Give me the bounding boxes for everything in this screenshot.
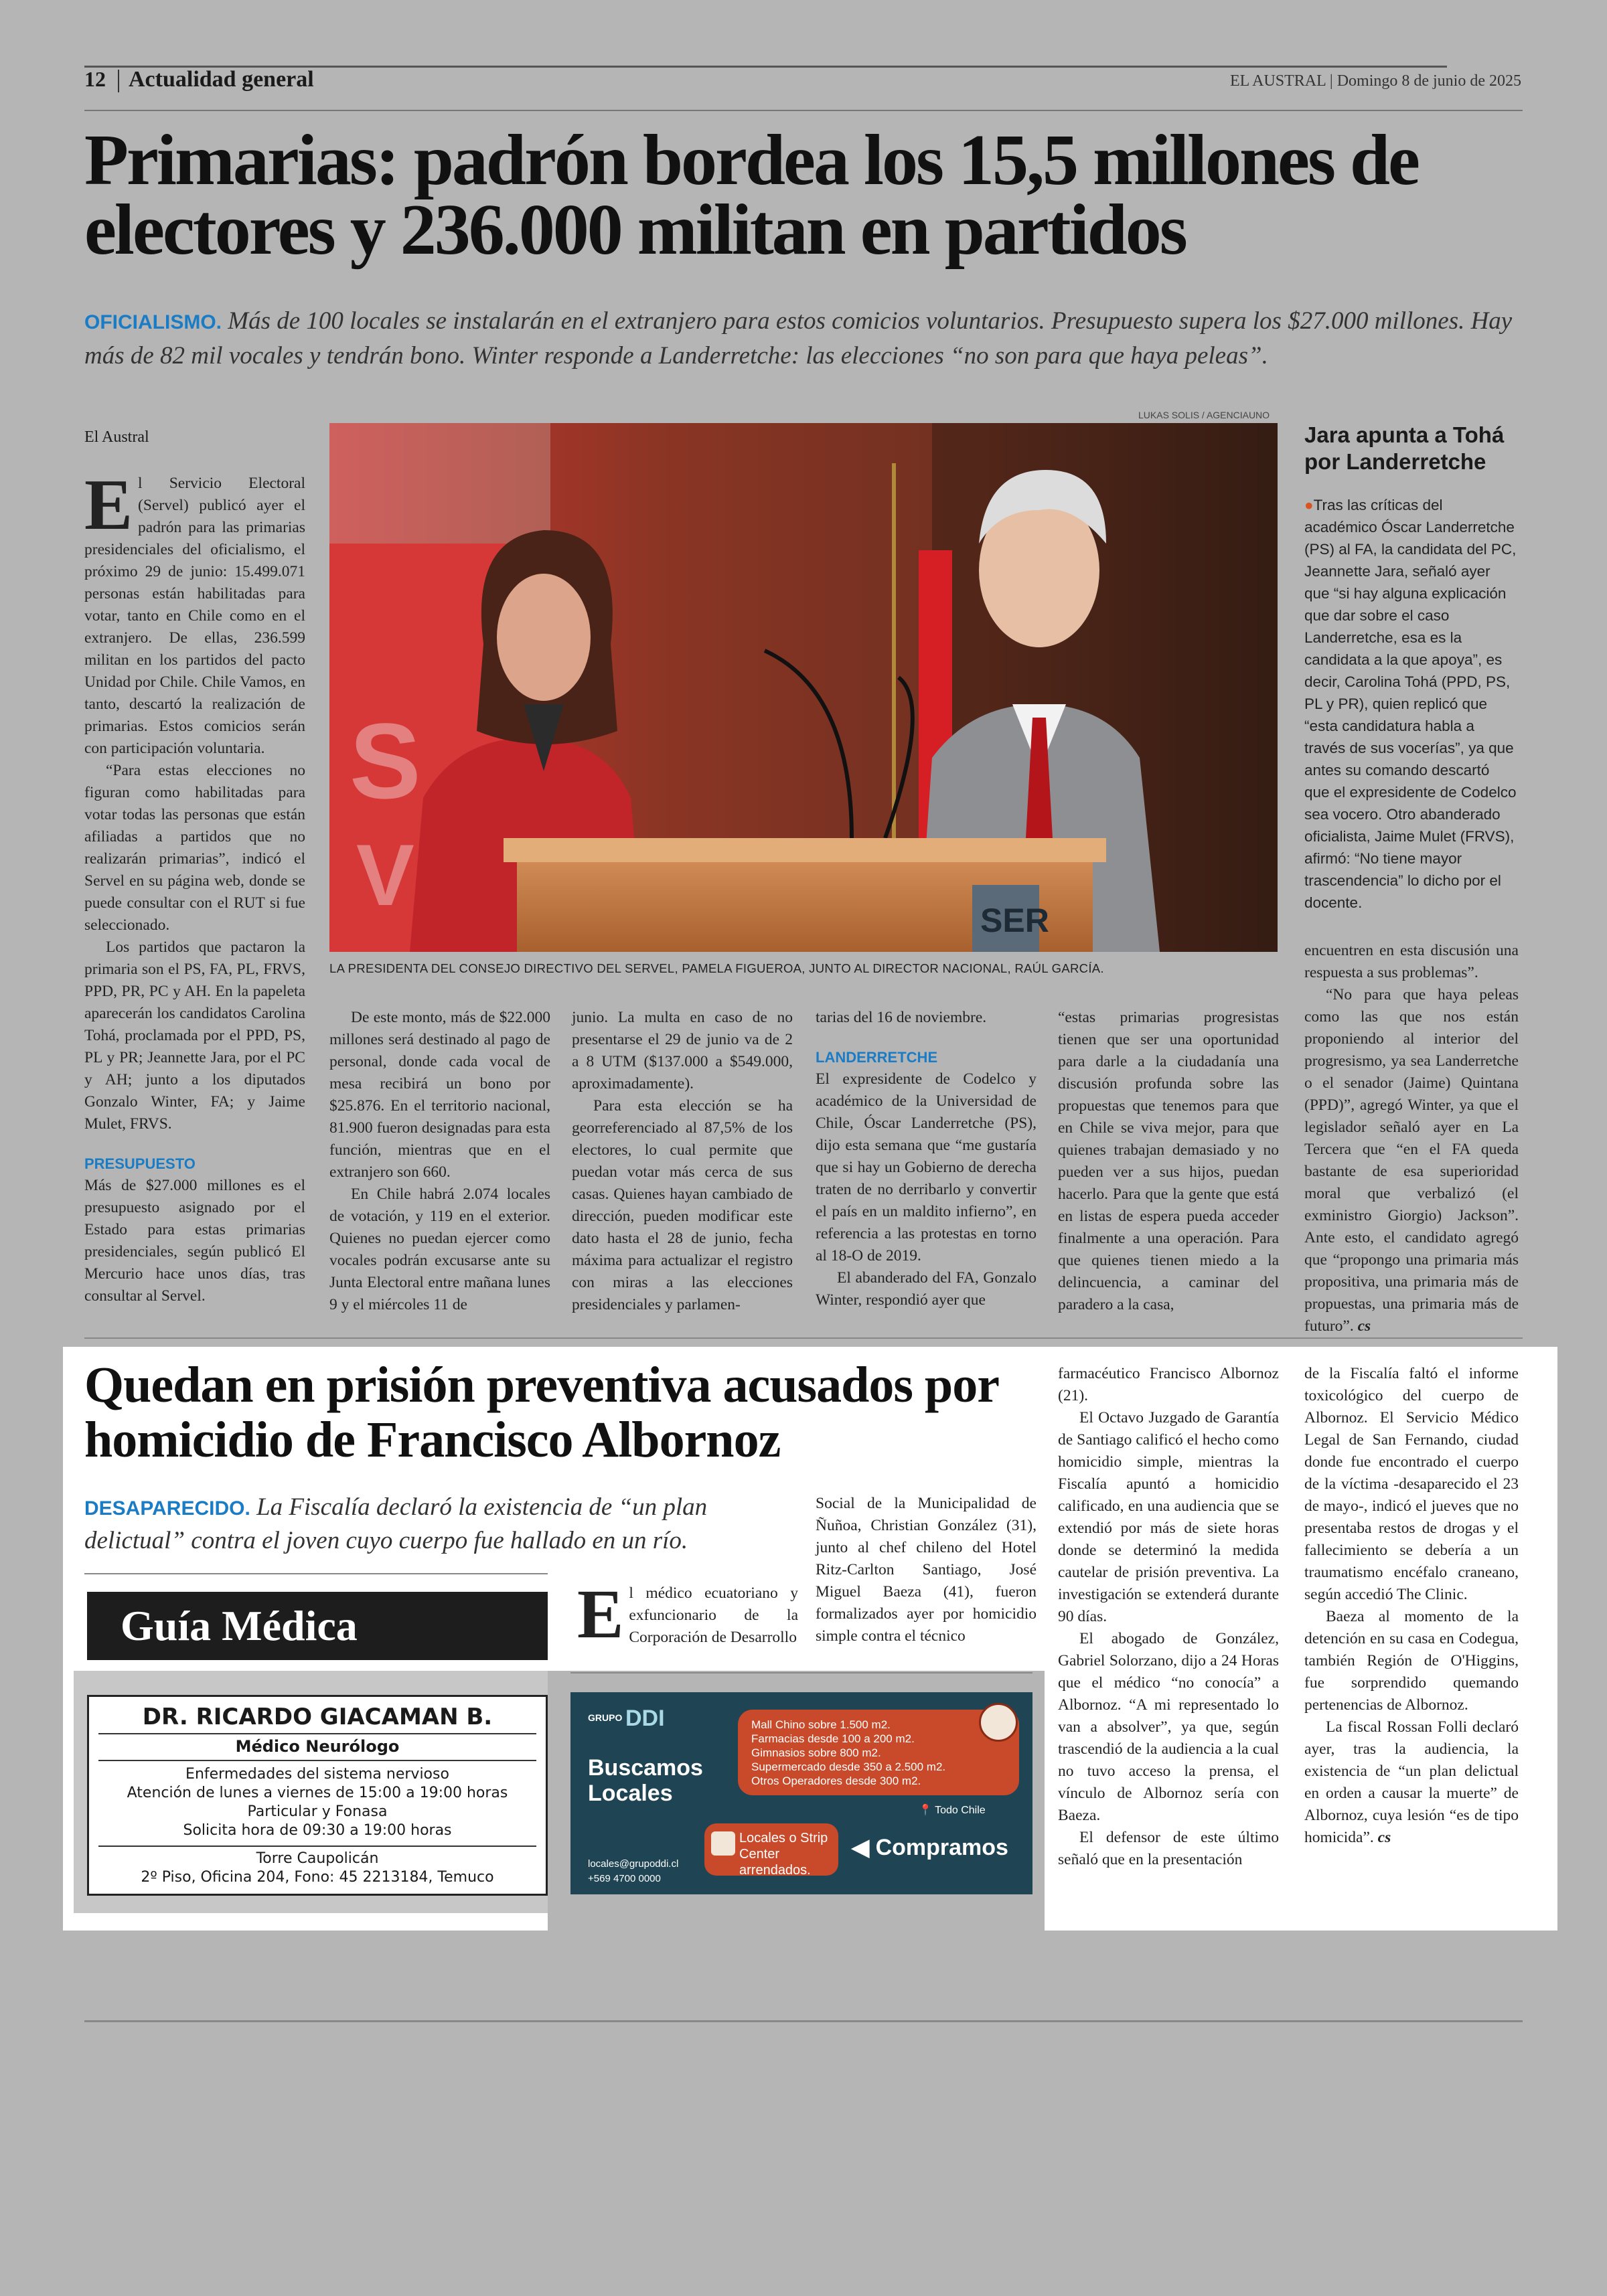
doctor-addr1: Torre Caupolicán bbox=[256, 1850, 379, 1867]
second-c4-p3 bbox=[1304, 1716, 1519, 1849]
second-column-3 bbox=[1058, 1363, 1279, 1871]
second-c3-p4: El defensor de este último señaló que en la presentación bbox=[1058, 1829, 1279, 1868]
main-col5-p1: “estas primarias progresistas tienen que ser una oportunidad para darle a la ciudadanía una discusión profunda sobre las propuestas que tenemos para que en Chile se viva mejor, para que quienes trabajan demasiado y no pueden ver a sus hijos, puedan hacerlo. Para que la gente que está en listas de espera pueda acceder finalmente a una operación. Para que quienes tienen miedo a la delincuencia, a caminar del paradero a la casa, bbox=[1058, 1009, 1279, 1313]
ad-todo-chile: 📍 Todo Chile bbox=[919, 1805, 986, 1816]
article-divider bbox=[84, 1337, 1523, 1339]
second-column-1 bbox=[577, 1576, 798, 1653]
second-c3-p3: El abogado de González, Gabriel Solorzano, dijo a 24 Horas que el médico “no conocía” a Albornoz. “A mi representado lo van a absolver”, ya que, según trascendió de la audiencia a la cual no tuvo acceso la prensa, el vínculo de Albornoz sería con Baeza. bbox=[1058, 1630, 1279, 1824]
second-headline: Quedan en prisión preventiva acusados por homicidio de Francisco Albornoz bbox=[84, 1357, 998, 1468]
doctor-line1: Enfermedades del sistema nervioso bbox=[185, 1766, 449, 1783]
ad-line: Gimnasios sobre 800 m2. bbox=[751, 1746, 881, 1759]
main-kicker: OFICIALISMO. bbox=[84, 311, 222, 333]
ad-compramos-text: Compramos bbox=[875, 1835, 1008, 1860]
ad-brand-small: GRUPO bbox=[588, 1712, 623, 1723]
main-col4-p1: El expresidente de Codelco y académico de la Universidad de Chile, Óscar Landerretche (PS), dijo esta semana que “me gustaría que si hay un Gobierno de derecha traten de no derribarlo y convertir el país en un maldito infierno”, en referencia a las protestas en torno al 18-O de 2019. bbox=[816, 1070, 1037, 1264]
main-col4-p0: tarias del 16 de noviembre. bbox=[816, 1009, 987, 1026]
main-headline: Primarias: padrón bordea los 15,5 millones de electores y 236.000 militan en partidos bbox=[84, 120, 1418, 270]
podium-sign: SER bbox=[980, 902, 1049, 939]
ad-rule bbox=[570, 1672, 1032, 1673]
second-c1: l médico ecuatoriano y exfuncionario de la Corporación de Desarrollo bbox=[629, 1584, 798, 1646]
svg-text:S: S bbox=[350, 701, 421, 821]
second-c4-p2: Baeza al momento de la detención en su casa en Codegua, también Región de O'Higgins, fue sorprendido quemando pertenencias de Albornoz. bbox=[1304, 1608, 1519, 1714]
main-col1-p1 bbox=[84, 465, 305, 760]
ad-todo-chile-text: Todo Chile bbox=[935, 1805, 986, 1816]
subhead-presupuesto: PRESUPUESTO bbox=[84, 1155, 196, 1172]
sidebar-text: Tras las críticas del académico Óscar Landerretche (PS) al FA, la candidata del PC, Jeannette Jara, señaló ayer que “si hay alguna explicación que dar sobre el caso Landerretche, esa es la candidata a la que apoya”, es decir, Carolina Tohá (PPD, PS, PL y PR), quien replicó que “esta candidatura habla a través de sus vocerías”, ya que antes su comando descartó que el expresidente de Codelco sea vocero. Otro abanderado oficialista, Jaime Mulet (FRVS), afirmó: “No tiene mayor trascendencia” lo dicho por el docente. bbox=[1304, 497, 1517, 911]
doctor-card bbox=[87, 1695, 548, 1896]
card-rule bbox=[98, 1733, 536, 1734]
photo-credit: LUKAS SOLIS / AGENCIAUNO bbox=[1138, 410, 1270, 420]
doctor-line3: Particular y Fonasa bbox=[247, 1803, 388, 1820]
main-col1-p3: Los partidos que pactaron la primaria son el PS, FA, PL, FRVS, PPD, PR, PC y AH. En la papeleta aparecerán los candidatos Carolina Tohá, proclamada por el PPD, PS, PL y PR; Jeannette Jara, por el PC y AH; junto a los diputados Gonzalo Winter, FA; y Jaime Mulet, FRVS. bbox=[84, 938, 305, 1133]
main-column-5 bbox=[1058, 1007, 1279, 1316]
main-col2-p1: De este monto, más de $22.000 millones será destinado al pago de personal, donde cada vocal de mesa recibirá un bono por $25.876. En el territorio nacional, 81.900 fueron designadas para esta función, mientras que en el extranjero son 660. bbox=[329, 1009, 550, 1181]
publication-name: EL AUSTRAL bbox=[1229, 72, 1326, 90]
footer-rule bbox=[84, 2020, 1523, 2022]
main-col1-p4: Más de $27.000 millones es el presupuesto asignado por el Estado para estas primarias presidenciales, según publicó El Mercurio hace unos días, tras consultar al Servel. bbox=[84, 1177, 305, 1305]
lead-rule bbox=[84, 1573, 548, 1574]
second-dropcap: E bbox=[577, 1576, 624, 1653]
doctor-addr2: 2º Piso, Oficina 204, Fono: 45 2213184, Temuco bbox=[141, 1869, 494, 1886]
ad-compramos: ◀ Compramos bbox=[852, 1835, 1008, 1860]
main-column-6 bbox=[1304, 940, 1519, 1337]
ad-phone: +569 4700 0000 bbox=[588, 1873, 661, 1884]
main-column-2 bbox=[329, 1007, 550, 1316]
second-c3-p1: farmacéutico Francisco Albornoz (21). bbox=[1058, 1365, 1279, 1404]
second-column-2 bbox=[816, 1493, 1037, 1647]
main-column-1 bbox=[84, 465, 305, 1307]
main-col6-p1: encuentren en esta discusión una respuesta a sus problemas”. bbox=[1304, 942, 1519, 981]
doctor-name: DR. RICARDO GIACAMAN B. bbox=[142, 1704, 493, 1730]
section-name: Actualidad general bbox=[129, 67, 314, 92]
ad-email: locales@grupoddi.cl bbox=[588, 1858, 679, 1870]
ad-line: Otros Operadores desde 300 m2. bbox=[751, 1775, 921, 1787]
ad-line: Mall Chino sobre 1.500 m2. bbox=[751, 1718, 891, 1731]
second-lead-text: La Fiscalía declaró la existencia de “un plan delictual” contra el joven cuyo cuerpo fue hallado en un río. bbox=[84, 1493, 708, 1554]
sidebar-title: Jara apunta a Tohá por Landerretche bbox=[1304, 422, 1505, 474]
main-lead bbox=[84, 305, 1524, 373]
guia-medica-title: Guía Médica bbox=[87, 1592, 548, 1660]
main-col4-p2: El abanderado del FA, Gonzalo Winter, respondió ayer que bbox=[816, 1269, 1037, 1309]
ddi-advertisement bbox=[570, 1692, 1032, 1894]
second-column-4 bbox=[1304, 1363, 1519, 1849]
second-c3-p2: El Octavo Juzgado de Garantía de Santiago calificó el hecho como homicidio simple, mientras la Fiscalía apuntó a homicidio calificado, en una audiencia que se extendió por más de siete horas donde se determinó la medida cautelar de prisión preventiva. La investigación se extenderá durante 90 días. bbox=[1058, 1409, 1279, 1625]
main-col6-p2 bbox=[1304, 984, 1519, 1337]
main-col3-p2: Para esta elección se ha georreferenciado al 87,5% de los electores, lo cual permite que puedan votar más cerca de sus casas. Quienes hayan cambiado de dirección, pueden modificar este dato hasta el 28 de junio, fecha máxima para actualizar el registro con miras a las elecciones presidenciales y parlamen- bbox=[572, 1097, 793, 1313]
sidebar-bullet-icon: ● bbox=[1304, 497, 1314, 513]
main-lead-text: Más de 100 locales se instalarán en el extranjero para estos comicios voluntarios. Presupuesto supera los $27.000 millones. Hay más de 82 mil vocales y tendrán bono. Winter responde a Landerretche: las elecciones “no son para que haya peleas”. bbox=[84, 307, 1513, 370]
main-col1-p2: “Para estas elecciones no figuran como habilitadas para votar todas las personas que están afiliadas a partidos que no realizarán primarias”, indicó el Servel en su página web, donde se puede consultar con el RUT si fue seleccionado. bbox=[84, 762, 305, 934]
main-col3-p1: junio. La multa en caso de no presentarse el 29 de junio va de 2 a 8 UTM ($137.000 a $549.000, aproximadamente). bbox=[572, 1009, 793, 1092]
byline: El Austral bbox=[84, 428, 149, 446]
main-column-3 bbox=[572, 1007, 793, 1316]
ad-brand: DDI bbox=[625, 1706, 665, 1731]
card-rule bbox=[98, 1846, 536, 1847]
subhead-landerretche: LANDERRETCHE bbox=[816, 1049, 938, 1066]
store-icon bbox=[979, 1703, 1018, 1742]
card-rule bbox=[98, 1760, 536, 1761]
main-column-4 bbox=[816, 1007, 1037, 1311]
ad-locations-box bbox=[738, 1710, 1019, 1795]
svg-text:V: V bbox=[356, 826, 414, 924]
photo-caption: LA PRESIDENTA DEL CONSEJO DIRECTIVO DEL SERVEL, PAMELA FIGUEROA, JUNTO AL DIRECTOR NACIONAL, RAÚL GARCÍA. bbox=[329, 961, 1104, 975]
second-c4-p1: de la Fiscalía faltó el informe toxicológico del cuerpo de Albornoz. El Servicio Médico Legal de San Fernando, ciudad donde fue encontrado el cuerpo de la víctima -desaparecido el 23 de mayo-, indicó el jueves que no presentaba restos de drogas y el fallecimiento se debería a un traumatismo encéfalo craneano, según accedió The Clinic. bbox=[1304, 1365, 1519, 1603]
second-c4-p3-text: La fiscal Rossan Folli declaró ayer, tras la audiencia, la existencia de “un plan delictual en orden a causar la muerte” de Albornoz, cuya lesión “es de tipo homicida”. bbox=[1304, 1718, 1519, 1846]
main-col1-p1-text: l Servicio Electoral (Servel) publicó ayer el padrón para las primarias presidenciales del oficialismo, el próximo 29 de junio: 15.499.071 personas están habilitadas para votar, tanto en Chile como en el extranjero. De ellas, 236.599 militan en los partidos del pacto Unidad por Chile. Chile Vamos, en tanto, descartó la realización de primarias. Estos comicios serán con participación voluntaria. bbox=[84, 475, 305, 757]
header-rule bbox=[84, 110, 1523, 111]
end-mark-icon: cs bbox=[1377, 1829, 1391, 1846]
ad-line: Farmacias desde 100 a 200 m2. bbox=[751, 1732, 915, 1745]
photo-illustration bbox=[329, 423, 1278, 952]
publication-date: EL AUSTRAL | Domingo 8 de junio de 2025 bbox=[1229, 72, 1521, 90]
page-number: 12 bbox=[84, 67, 106, 91]
second-lead bbox=[84, 1491, 808, 1557]
ad-strip-box: Locales o Strip Center arrendados. bbox=[704, 1823, 838, 1876]
ad-line: Supermercado desde 350 a 2.500 m2. bbox=[751, 1760, 946, 1773]
second-kicker: DESAPARECIDO. bbox=[84, 1497, 250, 1520]
ad-headline: Buscamos Locales bbox=[588, 1755, 703, 1806]
servel-photo bbox=[329, 423, 1278, 952]
building-icon bbox=[711, 1831, 735, 1856]
end-mark-icon: cs bbox=[1357, 1317, 1371, 1335]
doctor-specialty: Médico Neurólogo bbox=[235, 1737, 400, 1756]
dropcap: E bbox=[84, 465, 133, 545]
second-c2: Social de la Municipalidad de Ñuñoa, Christian González (31), junto al chef chileno del Hotel Ritz-Carlton Santiago, José Miguel Baeza (41), fueron formalizados ayer por homicidio simple contra el técnico bbox=[816, 1495, 1037, 1645]
folio-divider bbox=[118, 70, 119, 92]
main-col2-p2: En Chile habrá 2.074 locales de votación, y 119 en el exterior. Quienes no puedan ejercer como vocales podrán excusarse ante su Junta Electoral entre mañana lunes 9 y el miércoles 11 de bbox=[329, 1185, 550, 1313]
sidebar-box bbox=[1304, 494, 1519, 914]
main-col6-p2-text: “No para que haya peleas como las que nos están proponiendo al interior del progresismo, ya sea Landerretche o el senador (Jaime) Quintana (PPD)”, agregó Winter, ya que el legislador señaló ayer en La Tercera que “en el FA queda bastante de esa superioridad moral que verbalizó (el exministro Giorgio) Jackson”. Ante esto, el candidato agregó que “propongo una primaria más propositiva, una primaria más de propuestas, una primaria más de futuro”. bbox=[1304, 986, 1519, 1335]
doctor-line4: Solicita hora de 09:30 a 19:00 horas bbox=[183, 1822, 452, 1839]
date: Domingo 8 de junio de 2025 bbox=[1336, 72, 1521, 90]
doctor-line2: Atención de lunes a viernes de 15:00 a 19:00 horas bbox=[127, 1785, 508, 1801]
